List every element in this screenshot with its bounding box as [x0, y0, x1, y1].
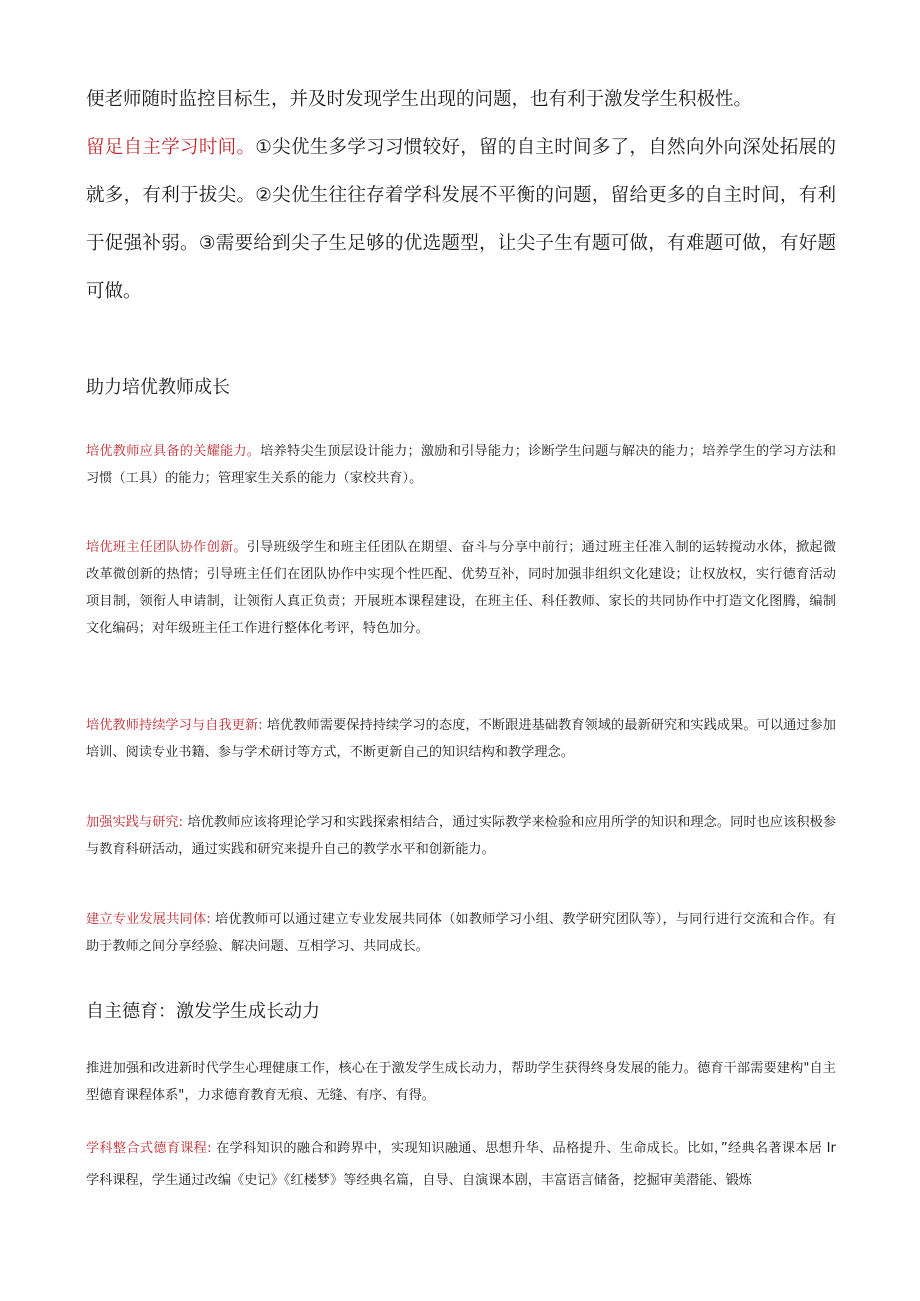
section-heading-moral-education: 自主德育：激发学生成长动力	[86, 1001, 320, 1022]
paragraph-text: 在学科知识的融合和跨界中，实现知识融通、思想升华、品格提升、生命成长。比如，”经典名著课本居 Ir 学科课程，学生通过改编《史记》《红楼梦》等经典名篇，自导、自演课本剧，丰富语言储备，挖掘审美潜能、锻炼	[86, 1141, 836, 1188]
paragraph-integrated-course	[86, 1133, 836, 1197]
paragraph-label: 建立专业发展共同体:	[86, 912, 211, 927]
paragraph-text: 培养特尖生顶层设计能力；激励和引导能力；诊断学生问题与解决的能力；培养学生的学习方法和习惯（工具）的能力；管理家生关系的能力（家校共育）。	[86, 444, 836, 486]
paragraph-text: ①尖优生多学习习惯较好，留的自主时间多了，自然向外向深处拓展的就多，有利于拔尖。②尖优生往往存着学科发展不平衡的问题，留给更多的自主时间，有利于促强补弱。③需要给到尖子生足够的优选题型，让尖子生有题可做，有难题可做，有好题可做。	[86, 137, 836, 302]
paragraph-label: 留足自主学习时间。	[86, 137, 256, 158]
paragraph-team-innovation	[86, 534, 836, 642]
section-heading-teacher-growth: 助力培优教师成长	[86, 377, 230, 398]
paragraph-text: 引导班级学生和班主任团队在期望、奋斗与分享中前行；通过班主任准入制的运转搅动水体，掀起微改革微创新的热情；引导班主任们在团队协作中实现个性匹配、优势互补，同时加强非组织文化建设；让权放权，实行德育活动项目制，领衔人申请制，让领衔人真正负责；开展班本课程建设，在班主任、科任教师、家长的共同协作中打造文化图腾，编制文化编码；对年级班主任工作进行整体化考评，特色加分。	[86, 540, 837, 636]
paragraph-label: 培优教师应具备的关耀能力。	[86, 444, 261, 459]
paragraph-label: 学科整合式德育课程:	[86, 1141, 212, 1156]
paragraph-text: 培优教师需要保持持续学习的态度，不断跟进基础教育领域的最新研究和实践成果。可以通过参加培训、阅读专业书籍、参与学术研讨等方式，不断更新自己的知识结构和教学理念。	[86, 718, 836, 760]
paragraph-self-study-time	[86, 124, 836, 316]
paragraph-professional-community	[86, 906, 836, 960]
paragraph-label: 培优教师持续学习与自我更新:	[86, 718, 263, 733]
intro-line: 便老师随时监控目标生，并及时发现学生出现的问题，也有利于激发学生积极性。	[86, 89, 753, 110]
paragraph-mental-health: 推进加强和改进新时代学生心理健康工作，核心在于激发学生成长动力，帮助学生获得终身发展的能力。德育干部需要建构"自主型德育课程体系"，力求德育教育无痕、无缝、有序、有得。	[86, 1061, 836, 1103]
paragraph-key-abilities	[86, 438, 836, 492]
paragraph-text: 培优教师应该将理论学习和实践探索相结合，通过实际教学来检验和应用所学的知识和理念。同时也应该积极参与教育科研活动，通过实践和研究来提升自己的教学水平和创新能力。	[86, 815, 837, 857]
paragraph-label: 培优班主任团队协作创新。	[86, 540, 247, 555]
paragraph-text: 培优教师可以通过建立专业发展共同体（如教师学习小组、教学研究团队等），与同行进行交流和合作。有助于教师之间分享经验、解决问题、互相学习、共同成长。	[86, 912, 836, 954]
paragraph-label: 加强实践与研究:	[86, 815, 184, 830]
paragraph-continuous-learning	[86, 712, 836, 766]
paragraph-practice-research	[86, 809, 836, 863]
